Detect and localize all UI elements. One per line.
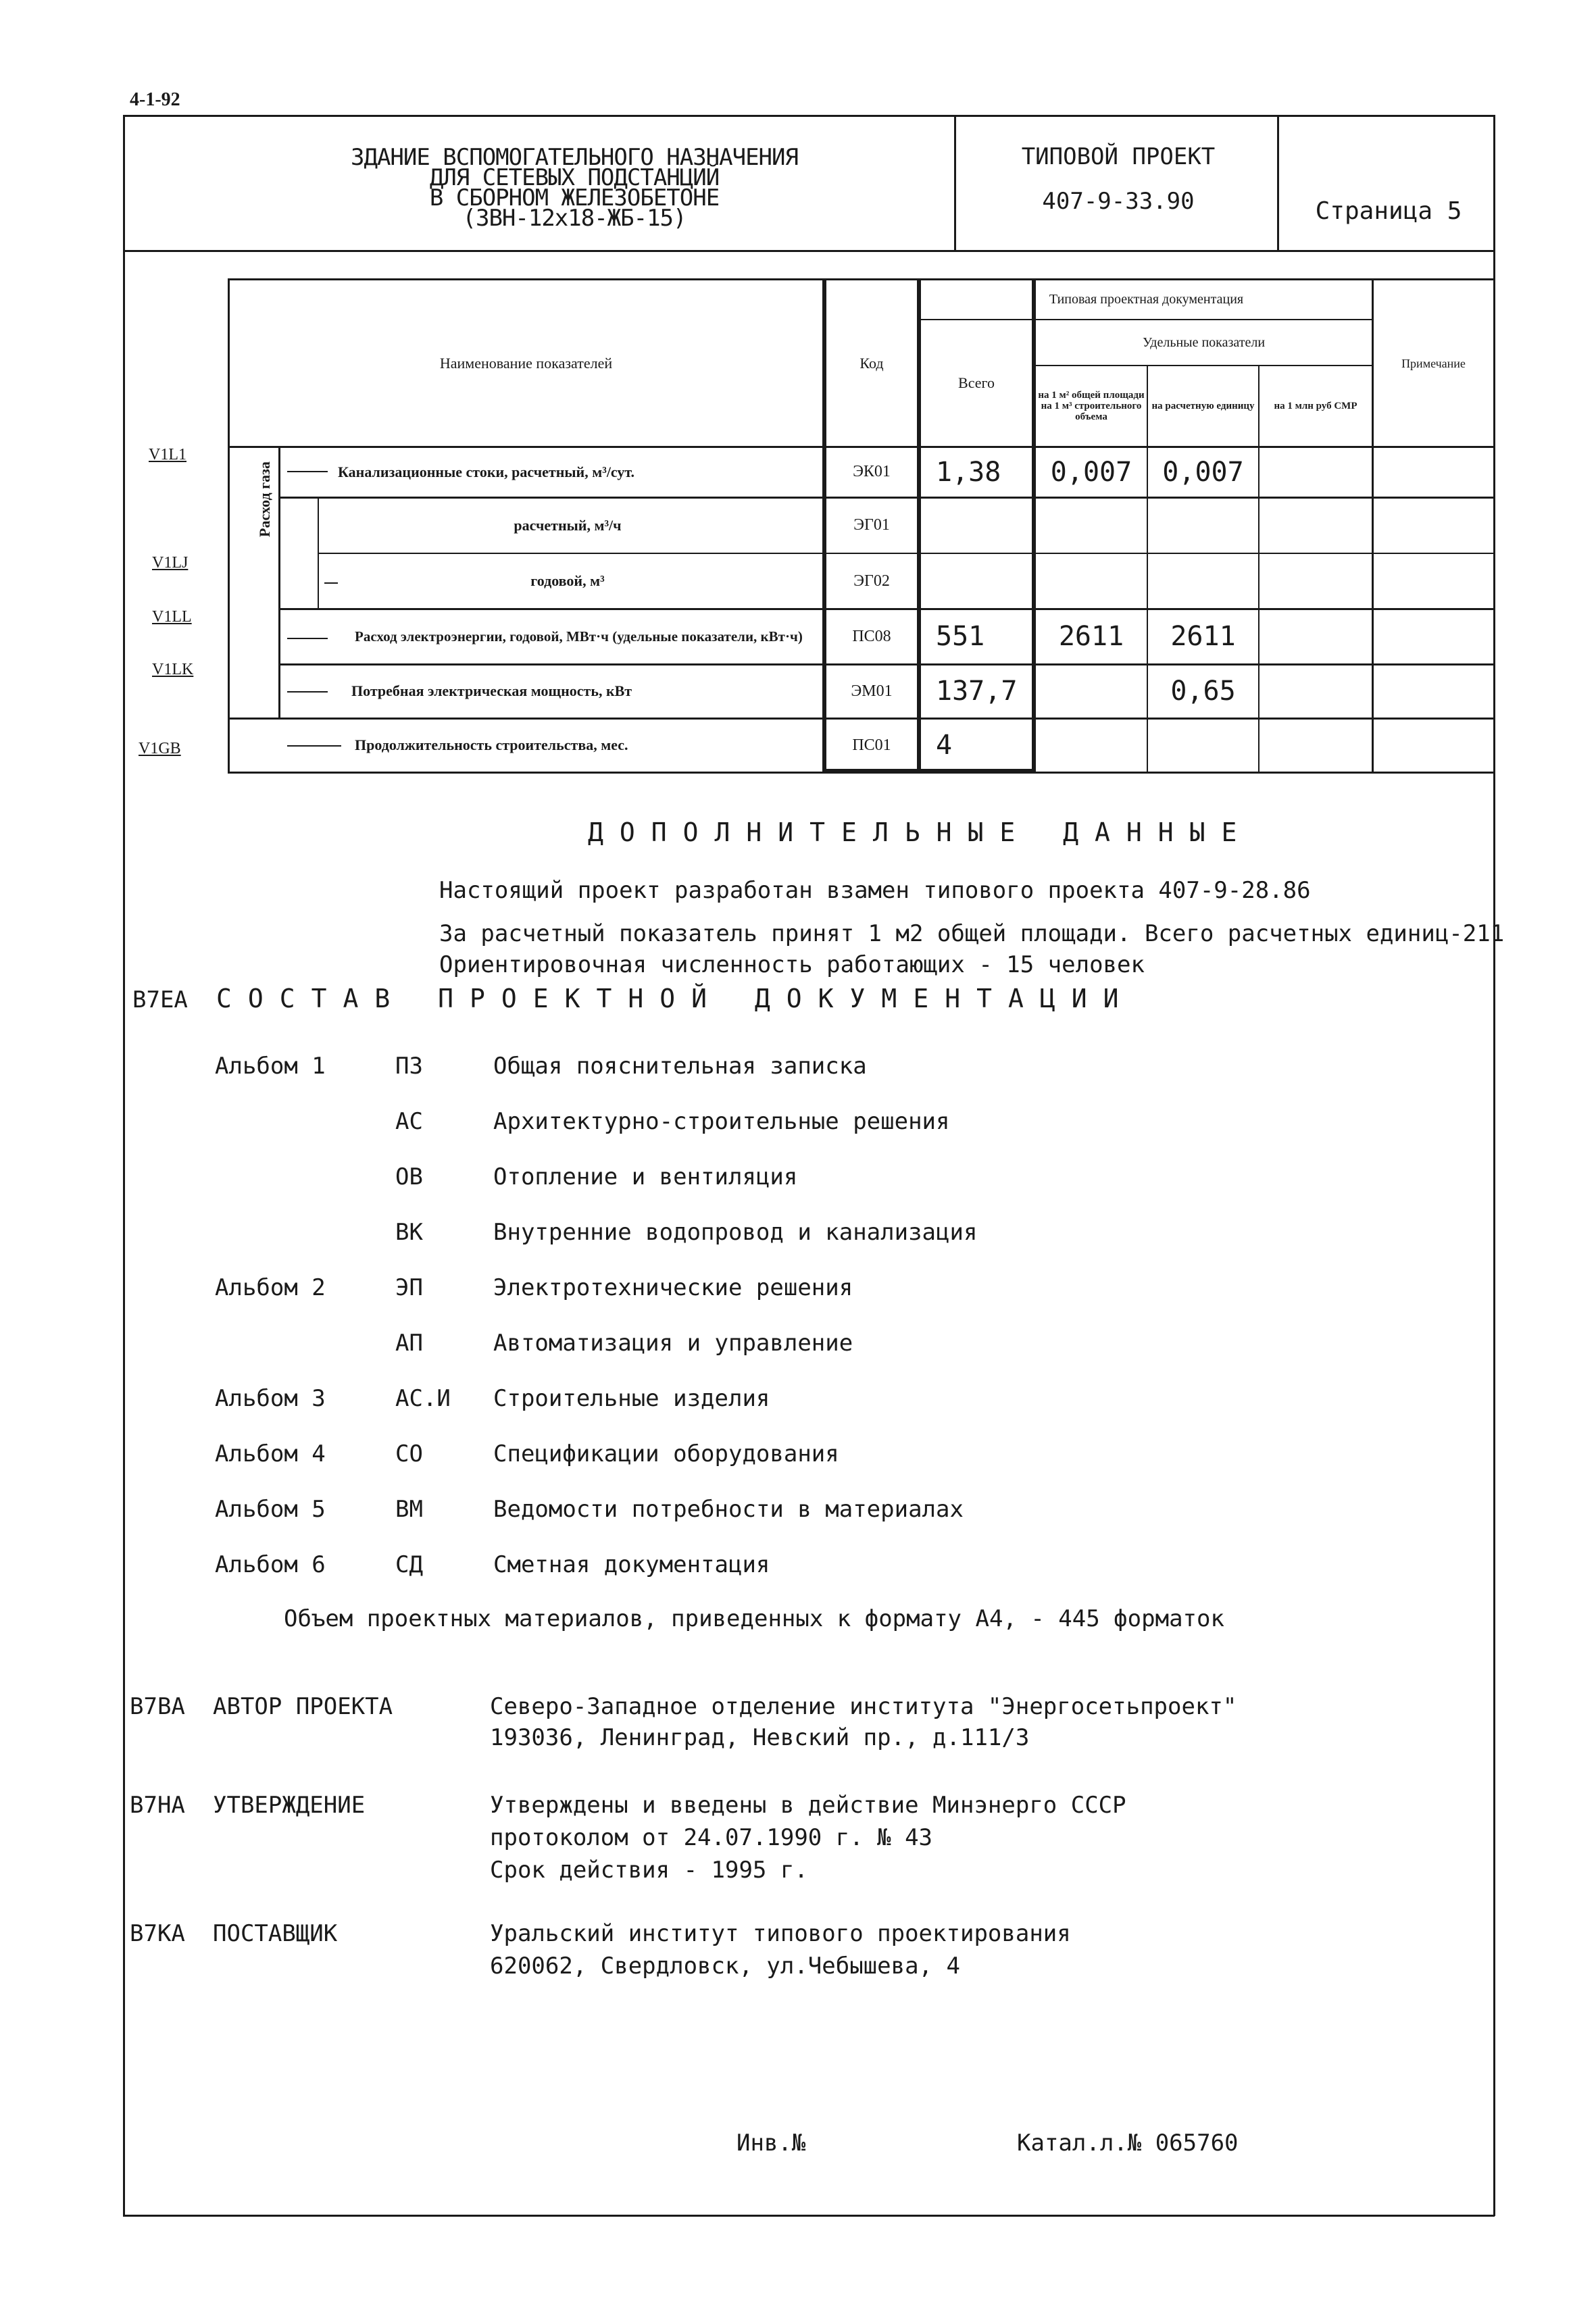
- doc-title: Общая пояснительная записка: [493, 1053, 867, 1080]
- row-tick: [287, 745, 341, 747]
- row-code: ЭК01: [853, 463, 891, 480]
- row-total: 551: [936, 621, 985, 652]
- sub-per-m2-header: на 1 м² общей площади на 1 м³ строительного объема: [1038, 390, 1145, 422]
- doc-title: Отопление и вентиляция: [493, 1163, 798, 1190]
- album-label: Альбом 2: [215, 1274, 326, 1301]
- author-line-1: Северо-Западное отделение института "Энергосетьпроект": [490, 1693, 1237, 1720]
- doc-code: СО: [395, 1440, 423, 1467]
- author-label: АВТОР ПРОЕКТА: [213, 1693, 393, 1720]
- row-name: Канализационные стоки, расчетный, м³/сут.: [338, 463, 635, 480]
- doc-title: Архитектурно-строительные решения: [493, 1108, 950, 1135]
- frame-top: [123, 115, 1495, 117]
- title-line: В СБОРНОМ ЖЕЛЕЗОБЕТОНЕ: [429, 184, 720, 211]
- frame-right: [1493, 115, 1495, 2216]
- sub-per-unit-header: на расчетную единицу: [1151, 401, 1255, 411]
- row-mark: V1L1: [149, 446, 186, 463]
- doc-code: АС: [395, 1108, 423, 1135]
- row-name: Потребная электрическая мощность, кВт: [351, 682, 632, 699]
- extra-heading: ДОПОЛНИТЕЛЬНЫЕ ДАННЫЕ: [588, 818, 1253, 847]
- approval-line-3: Срок действия - 1995 г.: [490, 1857, 808, 1884]
- extra-line-1: Настоящий проект разработан взамен типового проекта 407-9-28.86: [439, 877, 1311, 904]
- doc-title: Внутренние водопровод и канализация: [493, 1219, 978, 1246]
- row-code: ПС01: [852, 736, 891, 754]
- row-per-m2: 0,007: [1050, 456, 1132, 488]
- header-divider-1: [954, 115, 956, 250]
- row-mark: V1LJ: [152, 554, 189, 572]
- author-line-2: 193036, Ленинград, Невский пр., д.111/3: [490, 1724, 1030, 1751]
- album-label: Альбом 3: [215, 1385, 326, 1412]
- doc-code: ЭП: [395, 1274, 423, 1301]
- col-name-header: Наименование показателей: [439, 354, 613, 372]
- frame-bottom: [123, 2215, 1495, 2217]
- project-number: 407-9-33.90: [1042, 188, 1195, 215]
- approval-line-1: Утверждены и введены в действие Минэнерго СССР: [490, 1792, 1126, 1819]
- row-code: ЭГ02: [853, 572, 890, 590]
- composition-code: В7ЕА: [132, 986, 188, 1013]
- doc-code: ВМ: [395, 1496, 423, 1523]
- row-tick: [287, 471, 328, 472]
- supplier-line-2: 620062, Свердловск, ул.Чебышева, 4: [490, 1953, 960, 1980]
- page-label: Страница 5: [1315, 197, 1462, 225]
- row-total: 137,7: [936, 676, 1018, 707]
- row-total: 1,38: [936, 456, 1001, 488]
- approval-code: В7НА: [130, 1792, 185, 1819]
- doc-title: Спецификации оборудования: [493, 1440, 839, 1467]
- inventory-number: Инв.№: [737, 2130, 806, 2157]
- doc-code: ВК: [395, 1219, 423, 1246]
- row-code: ПС08: [852, 627, 891, 645]
- doc-code: СД: [395, 1551, 423, 1578]
- album-label: Альбом 5: [215, 1496, 326, 1523]
- album-label: Альбом 1: [215, 1053, 326, 1080]
- approval-line-2: протоколом от 24.07.1990 г. № 43: [490, 1824, 933, 1851]
- col-note-header: Примечание: [1401, 356, 1466, 370]
- supplier-label: ПОСТАВЩИК: [213, 1920, 338, 1947]
- row-tick: [287, 638, 328, 639]
- table-vrule: [318, 499, 319, 608]
- album-label: Альбом 4: [215, 1440, 326, 1467]
- header-title: [270, 144, 878, 232]
- group-doc-header: Типовая проектная документация: [1049, 292, 1244, 307]
- row-mark: V1LL: [152, 608, 192, 626]
- doc-code: АС.И: [395, 1385, 451, 1412]
- row-total: 4: [936, 730, 953, 761]
- row-per-unit: 2611: [1170, 621, 1236, 652]
- catalog-number: Катал.л.№ 065760: [1017, 2130, 1239, 2157]
- title-line: (ЗВН-12х18-ЖБ-15): [462, 205, 687, 232]
- gas-group-label: Расход газа: [256, 461, 273, 537]
- row-tick: [287, 691, 328, 693]
- row-name: Расход электроэнергии, годовой, МВт·ч (удельные показатели, кВт·ч): [355, 628, 803, 645]
- doc-code: ПЗ: [395, 1053, 423, 1080]
- approval-label: УТВЕРЖДЕНИЕ: [213, 1792, 366, 1819]
- author-code: В7ВА: [130, 1693, 185, 1720]
- group-specific-header: Удельные показатели: [1142, 335, 1266, 350]
- volume-note: Объем проектных материалов, приведенных к формату А4, - 445 форматок: [284, 1605, 1224, 1632]
- sub-per-mln-header: на 1 млн руб СМР: [1274, 401, 1357, 411]
- col-code-header: Код: [859, 354, 884, 372]
- frame-left: [123, 115, 125, 2216]
- doc-code: АП: [395, 1330, 423, 1357]
- title-line: ДЛЯ СЕТЕВЫХ ПОДСТАНЦИЙ: [429, 164, 720, 191]
- extra-line-2: За расчетный показатель принят 1 м2 общей площади. Всего расчетных единиц-211: [439, 920, 1505, 947]
- composition-heading: СОСТАВ ПРОЕКТНОЙ ДОКУМЕНТАЦИИ: [216, 984, 1135, 1013]
- title-line: ЗДАНИЕ ВСПОМОГАТЕЛЬНОГО НАЗНАЧЕНИЯ: [351, 144, 798, 171]
- album-label: Альбом 6: [215, 1551, 326, 1578]
- header-divider-2: [1277, 115, 1279, 250]
- row-per-unit: 0,007: [1162, 456, 1244, 488]
- doc-title: Автоматизация и управление: [493, 1330, 853, 1357]
- header-bottom-rule: [123, 250, 1495, 252]
- col-total-header: Всего: [958, 374, 995, 391]
- doc-title: Строительные изделия: [493, 1385, 770, 1412]
- supplier-line-1: Уральский институт типового проектирования: [490, 1920, 1071, 1947]
- row-per-unit: 0,65: [1170, 676, 1236, 707]
- extra-line-3: Ориентировочная численность работающих - 15 человек: [439, 951, 1145, 978]
- project-label: ТИПОВОЙ ПРОЕКТ: [1021, 143, 1216, 170]
- doc-title: Сметная документация: [493, 1551, 770, 1578]
- row-name: расчетный, м³/ч: [514, 516, 622, 534]
- row-code: ЭМ01: [851, 682, 893, 700]
- row-code: ЭГ01: [853, 516, 890, 534]
- page-mark: 4-1-92: [130, 89, 180, 110]
- row-per-m2: 2611: [1058, 621, 1124, 652]
- row-name: Продолжительность строительства, мес.: [355, 736, 628, 753]
- doc-code: ОВ: [395, 1163, 423, 1190]
- row-name: годовой, м³: [530, 572, 605, 589]
- row-mark: V1GB: [139, 740, 181, 757]
- doc-title: Ведомости потребности в материалах: [493, 1496, 964, 1523]
- row-mark: V1LK: [152, 661, 194, 678]
- doc-title: Электротехнические решения: [493, 1274, 853, 1301]
- supplier-code: В7КА: [130, 1920, 185, 1947]
